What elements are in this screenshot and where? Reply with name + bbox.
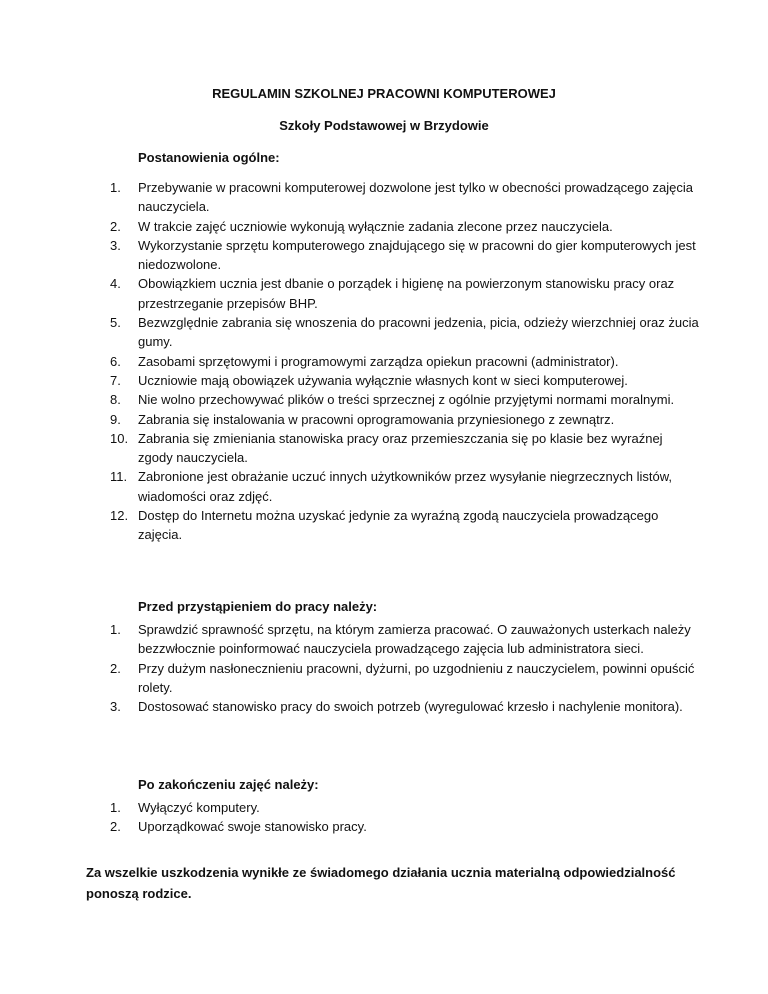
- list-item-text: Zabrania się instalowania w pracowni oprogramowania przyniesionego z zewnątrz.: [138, 411, 615, 427]
- list-item: 1. Sprawdzić sprawność sprzętu, na którym zamierza pracować. O zauważonych usterkach należy bezzwłocznie poinformować nauczyciela prowadzącego zajęcia lub administratora sieci.: [110, 622, 691, 657]
- list-item: 8. Nie wolno przechowywać plików o treści sprzecznej z ogólnie przyjętymi normami moralnymi.: [110, 392, 675, 408]
- list-item-text: Dostosować stanowisko pracy do swoich potrzeb (wyregulować krzesło i nachylenie monitora).: [138, 699, 683, 715]
- liability-notice: Za wszelkie uszkodzenia wynikłe ze świadomego działania ucznia materialną odpowiedzialność ponoszą rodzice.: [86, 865, 676, 901]
- list-item: 6. Zasobami sprzętowymi i programowymi zarządza opiekun pracowni (administrator).: [110, 353, 619, 369]
- list-item-text: Nie wolno przechowywać plików o treści sprzecznej z ogólnie przyjętymi normami moralnymi.: [138, 392, 675, 408]
- list-item: 3. Wykorzystanie sprzętu komputerowego znajdującego się w pracowni do gier komputerowych jest niedozwolone.: [110, 237, 696, 273]
- list-item: 2. Przy dużym nasłonecznieniu pracowni, dyżurni, po uzgodnieniu z nauczycielem, powinni opuścić rolety.: [110, 660, 695, 695]
- list-item-text: W trakcie zajęć uczniowie wykonują wyłącznie zadania zlecone przez nauczyciela.: [138, 218, 613, 234]
- list-item: 11. Zabronione jest obrażanie uczuć innych użytkowników przez wysyłanie niegrzecznych listów, wiadomości oraz zdjęć.: [110, 469, 672, 504]
- general-rules-list: [0, 178, 700, 545]
- list-item: 2. W trakcie zajęć uczniowie wykonują wyłącznie zadania zlecone przez nauczyciela.: [110, 218, 613, 234]
- list-item-text: Bezwzględnie zabrania się wnoszenia do pracowni jedzenia, picia, odzieży wierzchniej oraz żucia gumy.: [138, 315, 699, 350]
- list-item-text: Zabronione jest obrażanie uczuć innych użytkowników przez wysyłanie niegrzecznych listów, wiadomości oraz zdjęć.: [138, 469, 672, 504]
- list-item: 5. Bezwzględnie zabrania się wnoszenia do pracowni jedzenia, picia, odzieży wierzchniej oraz żucia gumy.: [110, 315, 699, 350]
- list-item-text: Uporządkować swoje stanowisko pracy.: [138, 819, 367, 835]
- document-title: REGULAMIN SZKOLNEJ PRACOWNI KOMPUTEROWEJ: [212, 86, 556, 101]
- before-work-list: [0, 620, 700, 716]
- list-item: 2. Uporządkować swoje stanowisko pracy.: [110, 819, 367, 835]
- list-item: 4. Obowiązkiem ucznia jest dbanie o porządek i higienę na powierzonym stanowisku pracy oraz przestrzeganie przepisów BHP.: [110, 276, 675, 311]
- list-item: 1. Wyłączyć komputery.: [110, 800, 260, 815]
- list-item: 12. Dostęp do Internetu można uzyskać jedynie za wyraźną zgodą nauczyciela prowadzącego zajęcia.: [110, 508, 659, 543]
- list-item: 1. Przebywanie w pracowni komputerowej dozwolone jest tylko w obecności prowadzącego zajęcia nauczyciela.: [110, 180, 693, 215]
- list-item: 7. Uczniowie mają obowiązek używania wyłącznie własnych kont w sieci komputerowej.: [110, 372, 628, 388]
- list-item-text: Sprawdzić sprawność sprzętu, na którym zamierza pracować. O zauważonych usterkach należy bezzwłocznie poinformować nauczyciela prowadzącego zajęcia lub administratora sieci.: [138, 622, 691, 657]
- list-item-text: Wykorzystanie sprzętu komputerowego znajdującego się w pracowni do gier komputerowych jest niedozwolone.: [138, 237, 696, 273]
- list-item-text: Wyłączyć komputery.: [138, 800, 260, 815]
- list-item-text: Zasobami sprzętowymi i programowymi zarządza opiekun pracowni (administrator).: [138, 353, 619, 369]
- section-heading-after-class: Po zakończeniu zajęć należy:: [138, 777, 319, 792]
- list-item-text: Zabrania się zmieniania stanowiska pracy oraz przemieszczania się po klasie bez wyraźnej zgody nauczyciela.: [138, 430, 663, 466]
- document-subtitle: Szkoły Podstawowej w Brzydowie: [279, 118, 489, 133]
- list-item: 10. Zabrania się zmieniania stanowiska pracy oraz przemieszczania się po klasie bez wyraźnej zgody nauczyciela.: [110, 430, 663, 466]
- after-class-list: [0, 798, 700, 837]
- section-heading-general: Postanowienia ogólne:: [138, 150, 280, 165]
- list-item-text: Przebywanie w pracowni komputerowej dozwolone jest tylko w obecności prowadzącego zajęcia nauczyciela.: [138, 180, 693, 215]
- list-item: 3. Dostosować stanowisko pracy do swoich potrzeb (wyregulować krzesło i nachylenie monitora).: [110, 699, 683, 715]
- list-item-text: Uczniowie mają obowiązek używania wyłącznie własnych kont w sieci komputerowej.: [138, 372, 628, 388]
- list-item-text: Dostęp do Internetu można uzyskać jedynie za wyraźną zgodą nauczyciela prowadzącego zajęcia.: [138, 508, 659, 543]
- section-heading-before-work: Przed przystąpieniem do pracy należy:: [138, 599, 378, 614]
- list-item-text: Obowiązkiem ucznia jest dbanie o porządek i higienę na powierzonym stanowisku pracy oraz przestrzeganie przepisów BHP.: [138, 276, 675, 311]
- list-item: 9. Zabrania się instalowania w pracowni oprogramowania przyniesionego z zewnątrz.: [110, 411, 615, 427]
- list-item-text: Przy dużym nasłonecznieniu pracowni, dyżurni, po uzgodnieniu z nauczycielem, powinni opuścić rolety.: [138, 660, 695, 695]
